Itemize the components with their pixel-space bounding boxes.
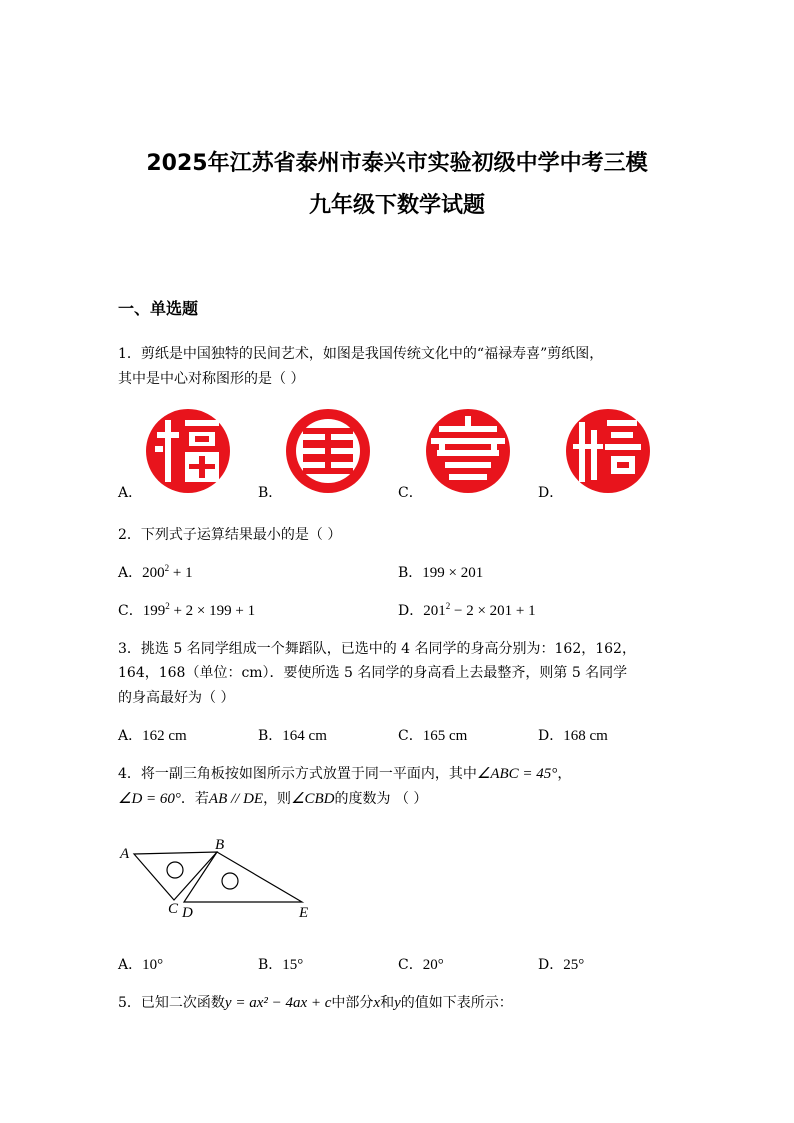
q5-text: 5．已知二次函数: [118, 995, 225, 1011]
q4-stem-line-2: [118, 788, 427, 808]
q4-math-d: ∠D = 60°: [118, 791, 181, 807]
paper-cut-shou-image: [425, 408, 511, 494]
q4-math-abc: ∠ABC = 45°: [476, 766, 558, 782]
q3-option-d[interactable]: [538, 725, 608, 745]
q3-stem-line-1: 3．挑选 5 名同学组成一个舞蹈队，已选中的 4 名同学的身高分别为：162，162，: [118, 641, 636, 657]
q5-text: 的值如下表所示：: [400, 995, 513, 1011]
option-label: C．: [398, 728, 423, 744]
option-label: A．: [118, 957, 143, 973]
option-value: 25°: [563, 957, 585, 973]
q4-math-cbd: ∠CBD: [291, 791, 335, 807]
option-value: 162 cm: [142, 728, 187, 744]
q2-option-c[interactable]: [118, 600, 255, 620]
q4-math-parallel: AB // DE: [208, 791, 264, 807]
expr-exponent: 2: [445, 601, 451, 611]
q3-stem-line-3: 的身高最好为（ ）: [118, 690, 235, 706]
q3-option-c[interactable]: [398, 725, 467, 745]
expr-base: 201: [423, 603, 446, 619]
title-line-2: 九年级下数学试题: [308, 193, 485, 218]
q4-triangle-figure: [112, 834, 322, 924]
label-d: D: [182, 905, 193, 921]
option-value: 165 cm: [422, 728, 468, 744]
option-label: A．: [118, 728, 143, 744]
option-label: D．: [538, 728, 564, 744]
option-value: 20°: [422, 957, 444, 973]
paper-cut-xi-image: [565, 408, 651, 494]
expr-exponent: 2: [164, 563, 170, 573]
option-value: 168 cm: [563, 728, 608, 744]
q2-option-b[interactable]: [398, 562, 483, 582]
expr-base: 200: [142, 565, 165, 581]
q4-text: ，则: [263, 791, 292, 807]
q4-text: 4．将一副三角板按如图所示方式放置于同一平面内，其中: [118, 766, 477, 782]
q4-stem-line-1: [118, 763, 571, 783]
q2-stem: 2．下列式子运算结果最小的是（ ）: [118, 527, 342, 543]
q4-option-c[interactable]: [398, 954, 444, 974]
q5-text: 中部分: [331, 995, 374, 1011]
q4-option-b[interactable]: [258, 954, 303, 974]
option-label: B．: [398, 565, 423, 581]
expr-base: 199: [142, 603, 166, 619]
q5-math-function: y = ax² − 4ax + c: [224, 995, 332, 1011]
triangle-hole-right: [222, 873, 238, 889]
q1-option-a-label[interactable]: A．: [118, 485, 143, 501]
label-b: B: [215, 837, 225, 853]
expr-rest: + 2 × 199 + 1: [169, 603, 256, 619]
option-label: A．: [118, 565, 143, 581]
q4-text-end: ，: [557, 766, 572, 782]
q5-text: 和: [380, 995, 395, 1011]
expr-exponent: 2: [165, 601, 170, 611]
q4-text: ．若: [180, 791, 209, 807]
q5-math-y: y: [394, 995, 401, 1011]
q3-option-a[interactable]: [118, 725, 187, 745]
option-label: B．: [258, 957, 283, 973]
option-label: B．: [258, 728, 283, 744]
option-label: C．: [118, 603, 143, 619]
title-line-1: 2025年江苏省泰州市泰兴市实验初级中学中考三模: [146, 151, 648, 176]
triangle-hole-left: [167, 862, 183, 878]
q4-text: 的度数为 （ ）: [334, 791, 428, 807]
label-e: E: [299, 905, 309, 921]
expr-rest: − 2 × 201 + 1: [450, 603, 536, 619]
expr-rest: + 1: [169, 565, 193, 581]
label-c: C: [168, 901, 179, 917]
option-label: C．: [398, 957, 423, 973]
q3-stem-line-2: 164，168（单位：cm）．要使所选 5 名同学的身高看上去最整齐，则第 5 名同学: [118, 665, 628, 681]
q1-option-b-label[interactable]: B．: [258, 485, 283, 501]
paper-cut-fu-image: [145, 408, 231, 494]
section-heading-single-choice: 一、单选题: [118, 299, 199, 318]
label-a: A: [120, 846, 130, 862]
q1-option-d-label[interactable]: D．: [538, 485, 564, 501]
option-value: 10°: [142, 957, 164, 973]
option-value: 164 cm: [282, 728, 327, 744]
q5-stem: [118, 992, 513, 1012]
triangle-abc: [134, 852, 217, 900]
q3-option-b[interactable]: [258, 725, 327, 745]
q1-stem-line-1: 1．剪纸是中国独特的民间艺术，如图是我国传统文化中的“福禄寿喜”剪纸图，: [118, 346, 604, 362]
q2-option-d[interactable]: [398, 600, 536, 620]
expr-base: 199 × 201: [422, 565, 484, 581]
q5-math-x: x: [373, 995, 381, 1011]
q1-option-c-label[interactable]: C．: [398, 485, 423, 501]
option-label: D．: [538, 957, 564, 973]
q1-stem-line-2: 其中是中心对称图形的是（ ）: [118, 371, 305, 387]
q4-option-a[interactable]: [118, 954, 163, 974]
triangle-bde: [184, 852, 302, 902]
q2-option-a[interactable]: [118, 562, 193, 582]
option-label: D．: [398, 603, 424, 619]
option-value: 15°: [282, 957, 304, 973]
q4-option-d[interactable]: [538, 954, 584, 974]
paper-cut-lu-image: [285, 408, 371, 494]
